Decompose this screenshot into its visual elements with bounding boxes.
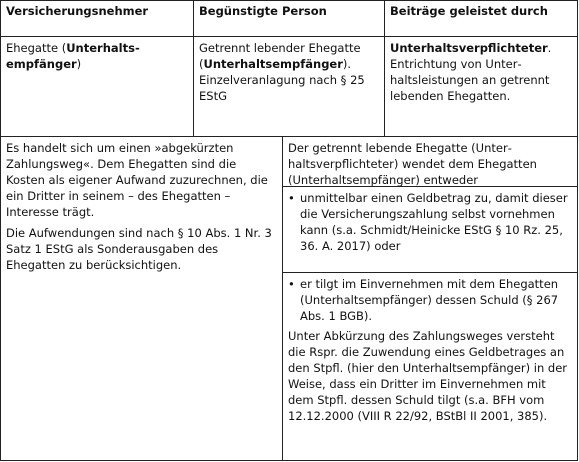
option1-list-item: [288, 190, 572, 254]
row1-cell-paid-by: [384, 36, 578, 137]
explanation-para-1: Es handelt sich um einen »abgekürzten Zahlungsweg«. Dem Ehegatten sind die Kosten als eigener Aufwand zuzurechnen, die ein Dritter in seinem – des Ehegatten – Interesse trägt.: [6, 141, 268, 219]
option1-text: unmittelbar einen Geldbetrag zu, damit dieser die Versicherungszahlung selbst vornehmen kann (s.a. Schmidt/Heinicke EStG § 10 Rz. 25, 36. A. 2017) oder: [300, 191, 568, 253]
right-option2-cell: [282, 272, 578, 461]
row1-c3-para1: [390, 40, 572, 56]
row1-c3-para2: Entrichtung von Unterhaltsleistungen an getrennt lebenden Ehegatten.: [390, 57, 550, 103]
bullet-marker: •: [288, 191, 295, 205]
header-cell-policyholder: [0, 0, 194, 37]
right-option1-cell: [282, 186, 578, 273]
option2-text: er tilgt im Einvernehmen mit dem Ehegatten (Unterhaltsempfänger) dessen Schuld (§ 267 Abs. 1 BGB).: [300, 277, 559, 323]
row1-cell-policyholder: [0, 36, 194, 137]
explanation-cell: [0, 136, 283, 461]
row1-c1-text-pre: Ehegatte (: [6, 41, 67, 55]
explanation-para-2: Die Aufwendungen sind nach § 10 Abs. 1 Nr. 3 Satz 1 EStG als Sonderausgaben des Ehegatten zu berücksichtigen.: [6, 226, 272, 272]
abbreviated-payment-note: Unter Abkürzung des Zahlungsweges versteht die Rspr. die Zuwendung eines Geldbetrages an den Stpfl. (hier den Unterhaltsempfänger) in der Weise, dass ein Dritter im Einvernehmen mit dem Stpfl. dessen Schuld tilgt (s.a. BFH vom 12.12.2000 (VIII R 22/92, BStBl II 2001, 385).: [288, 329, 568, 423]
bullet-marker: •: [288, 277, 295, 291]
row1-c3-text-bold: Unterhaltsverpflichteter: [390, 41, 548, 55]
option2-list-item: [288, 276, 572, 324]
row1-c1-text-bold: Unterhaltsempfänger: [6, 41, 140, 71]
header-cell-beneficiary: [193, 0, 385, 37]
row1-c3-text-post: .: [547, 41, 552, 55]
row1-c1-text-post: ): [76, 57, 82, 71]
header-policyholder-label: Versicherungsnehmer: [6, 4, 149, 18]
row1-cell-beneficiary: [193, 36, 385, 137]
row1-c2-text-bold: Unterhaltsempfänger: [203, 57, 343, 71]
header-beneficiary-label: Begünstigte Person: [199, 4, 327, 18]
right-intro-text: Der getrennt lebende Ehegatte (Unterhaltsverpflichteter) wendet dem Ehegatten (Unterhaltsempfänger) entweder: [288, 141, 537, 187]
row1-c2-para2: Einzelveranlagung nach § 25 EStG: [199, 73, 365, 103]
right-intro-cell: [282, 136, 578, 187]
row1-c2-text-post: ).: [342, 57, 352, 71]
row1-c2-text-pre: Getrennt lebender Ehegatte (: [199, 41, 361, 71]
header-paid-by-label: Beiträge geleistet durch: [390, 4, 548, 18]
row1-c2-para1: [199, 40, 379, 72]
header-cell-paid-by: [384, 0, 578, 37]
